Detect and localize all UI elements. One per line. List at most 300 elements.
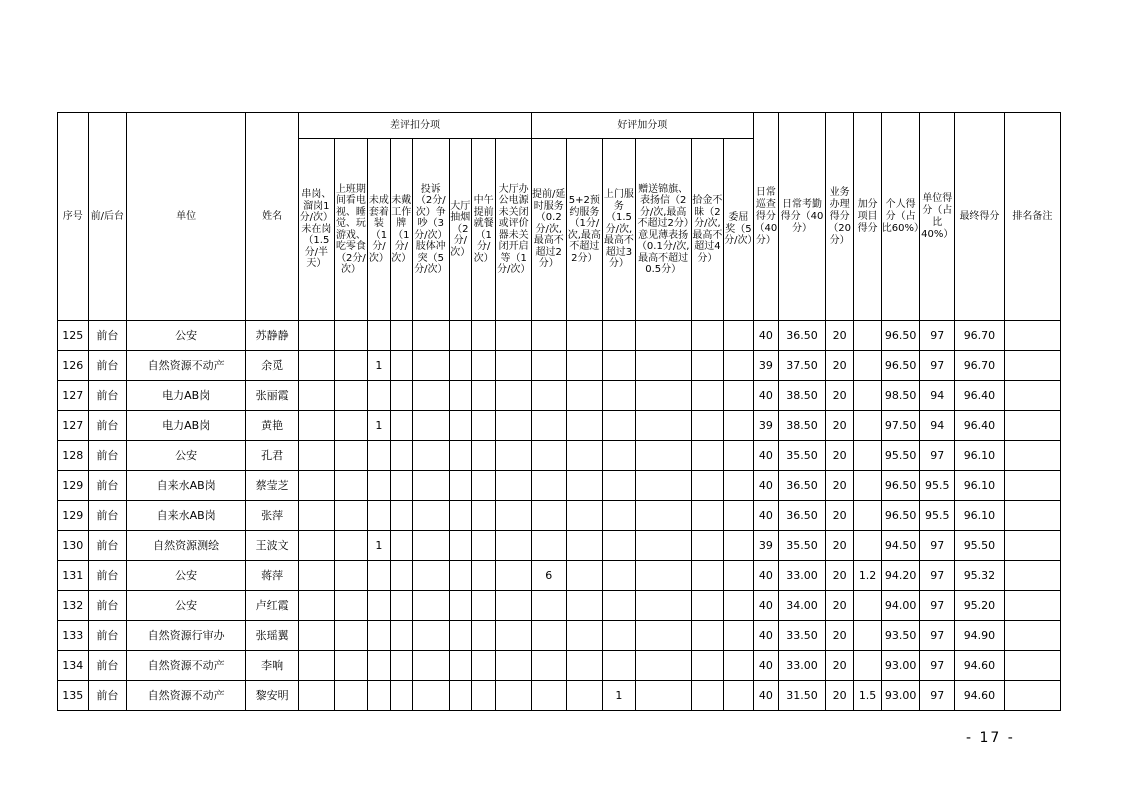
cell-seq: 125 bbox=[58, 321, 89, 351]
cell-patrol: 40 bbox=[753, 441, 778, 471]
cell-attendance: 33.50 bbox=[779, 621, 826, 651]
header-final: 最终得分 bbox=[955, 113, 1005, 321]
cell-pos-5 bbox=[691, 501, 724, 531]
cell-personal: 97.50 bbox=[881, 411, 920, 441]
cell-attendance: 33.00 bbox=[779, 561, 826, 591]
cell-neg-5 bbox=[412, 651, 449, 681]
cell-pos-3 bbox=[603, 411, 636, 441]
cell-seq: 129 bbox=[58, 471, 89, 501]
cell-name: 王波文 bbox=[246, 531, 299, 561]
cell-name: 黄艳 bbox=[246, 411, 299, 441]
cell-business: 20 bbox=[825, 621, 853, 651]
cell-neg-7 bbox=[471, 441, 495, 471]
cell-name: 黎安明 bbox=[246, 681, 299, 711]
header-neg-4: 未戴工作牌（1分/次） bbox=[390, 139, 412, 321]
cell-business: 20 bbox=[825, 651, 853, 681]
cell-unit: 自来水AB岗 bbox=[127, 471, 246, 501]
cell-pos-3 bbox=[603, 351, 636, 381]
cell-rank bbox=[1004, 411, 1060, 441]
cell-bonus: 1.2 bbox=[854, 561, 881, 591]
cell-name: 蒋萍 bbox=[246, 561, 299, 591]
cell-attendance: 38.50 bbox=[779, 381, 826, 411]
cell-name: 张瑶翼 bbox=[246, 621, 299, 651]
score-table bbox=[57, 112, 1061, 711]
cell-rank bbox=[1004, 651, 1060, 681]
cell-neg-8 bbox=[496, 471, 532, 501]
cell-pos-1 bbox=[531, 501, 566, 531]
cell-pos-2 bbox=[566, 531, 603, 561]
cell-front-back: 前台 bbox=[88, 531, 127, 561]
cell-name: 卢红霞 bbox=[246, 591, 299, 621]
header-positive-group: 好评加分项 bbox=[531, 113, 753, 139]
cell-neg-4 bbox=[390, 621, 412, 651]
cell-neg-6 bbox=[449, 321, 471, 351]
cell-rank bbox=[1004, 471, 1060, 501]
table-row bbox=[58, 471, 1061, 501]
header-unit-score: 单位得分（占比40%） bbox=[920, 113, 955, 321]
cell-neg-1 bbox=[299, 651, 335, 681]
cell-pos-2 bbox=[566, 501, 603, 531]
cell-neg-1 bbox=[299, 531, 335, 561]
cell-pos-1 bbox=[531, 411, 566, 441]
cell-unit-score: 97 bbox=[920, 531, 955, 561]
cell-unit-score: 97 bbox=[920, 441, 955, 471]
cell-seq: 127 bbox=[58, 411, 89, 441]
cell-neg-4 bbox=[390, 471, 412, 501]
cell-pos-5 bbox=[691, 351, 724, 381]
cell-patrol: 39 bbox=[753, 411, 778, 441]
cell-pos-2 bbox=[566, 561, 603, 591]
cell-unit: 电力AB岗 bbox=[127, 381, 246, 411]
header-front-back: 前/后台 bbox=[88, 113, 127, 321]
cell-seq: 131 bbox=[58, 561, 89, 591]
cell-neg-1 bbox=[299, 471, 335, 501]
cell-neg-4 bbox=[390, 561, 412, 591]
cell-pos-6 bbox=[724, 351, 754, 381]
cell-pos-6 bbox=[724, 651, 754, 681]
header-neg-6: 大厅抽烟（2分/次） bbox=[449, 139, 471, 321]
cell-neg-8 bbox=[496, 441, 532, 471]
table-row bbox=[58, 501, 1061, 531]
cell-name: 李响 bbox=[246, 651, 299, 681]
cell-patrol: 40 bbox=[753, 591, 778, 621]
cell-neg-4 bbox=[390, 381, 412, 411]
cell-seq: 135 bbox=[58, 681, 89, 711]
header-pos-1: 提前/延时服务（0.2分/次,最高不超过2分） bbox=[531, 139, 566, 321]
cell-personal: 94.00 bbox=[881, 591, 920, 621]
cell-neg-4 bbox=[390, 321, 412, 351]
cell-pos-4 bbox=[635, 561, 691, 591]
cell-pos-2 bbox=[566, 651, 603, 681]
header-neg-3: 未成套着装（1分/次） bbox=[368, 139, 390, 321]
cell-pos-4 bbox=[635, 381, 691, 411]
cell-business: 20 bbox=[825, 441, 853, 471]
cell-pos-4 bbox=[635, 441, 691, 471]
header-patrol: 日常巡查得分（40分） bbox=[753, 113, 778, 321]
cell-pos-4 bbox=[635, 501, 691, 531]
cell-attendance: 38.50 bbox=[779, 411, 826, 441]
cell-final: 96.70 bbox=[955, 351, 1005, 381]
cell-neg-2 bbox=[334, 381, 368, 411]
cell-bonus bbox=[854, 591, 881, 621]
cell-neg-8 bbox=[496, 651, 532, 681]
cell-neg-6 bbox=[449, 441, 471, 471]
header-attendance: 日常考勤得分（40分） bbox=[779, 113, 826, 321]
table-row bbox=[58, 681, 1061, 711]
table-row bbox=[58, 441, 1061, 471]
cell-front-back: 前台 bbox=[88, 321, 127, 351]
cell-bonus bbox=[854, 471, 881, 501]
cell-neg-4 bbox=[390, 651, 412, 681]
cell-personal: 93.50 bbox=[881, 621, 920, 651]
cell-neg-1 bbox=[299, 351, 335, 381]
cell-pos-6 bbox=[724, 621, 754, 651]
cell-bonus bbox=[854, 441, 881, 471]
cell-business: 20 bbox=[825, 321, 853, 351]
table-row bbox=[58, 651, 1061, 681]
cell-neg-2 bbox=[334, 351, 368, 381]
header-neg-8: 大厅办公电源未关闭或评价器未关闭开启等（1分/次） bbox=[496, 139, 532, 321]
cell-rank bbox=[1004, 321, 1060, 351]
cell-neg-7 bbox=[471, 651, 495, 681]
header-business: 业务办理得分（20分） bbox=[825, 113, 853, 321]
cell-neg-3 bbox=[368, 501, 390, 531]
cell-final: 96.10 bbox=[955, 501, 1005, 531]
table-row bbox=[58, 561, 1061, 591]
cell-business: 20 bbox=[825, 531, 853, 561]
cell-neg-7 bbox=[471, 351, 495, 381]
cell-final: 96.10 bbox=[955, 471, 1005, 501]
cell-neg-5 bbox=[412, 411, 449, 441]
cell-unit-score: 97 bbox=[920, 321, 955, 351]
cell-neg-3 bbox=[368, 471, 390, 501]
cell-bonus bbox=[854, 651, 881, 681]
cell-pos-4 bbox=[635, 531, 691, 561]
cell-patrol: 39 bbox=[753, 351, 778, 381]
cell-personal: 96.50 bbox=[881, 321, 920, 351]
header-bonus: 加分项目得分 bbox=[854, 113, 881, 321]
cell-unit: 自来水AB岗 bbox=[127, 501, 246, 531]
cell-neg-1 bbox=[299, 411, 335, 441]
cell-unit: 自然资源行审办 bbox=[127, 621, 246, 651]
cell-pos-1 bbox=[531, 651, 566, 681]
cell-pos-6 bbox=[724, 411, 754, 441]
cell-front-back: 前台 bbox=[88, 471, 127, 501]
cell-unit: 自然资源不动产 bbox=[127, 351, 246, 381]
cell-pos-5 bbox=[691, 561, 724, 591]
cell-pos-6 bbox=[724, 381, 754, 411]
cell-neg-6 bbox=[449, 561, 471, 591]
cell-neg-2 bbox=[334, 471, 368, 501]
cell-pos-1 bbox=[531, 321, 566, 351]
cell-pos-5 bbox=[691, 591, 724, 621]
cell-pos-3: 1 bbox=[603, 681, 636, 711]
cell-business: 20 bbox=[825, 351, 853, 381]
cell-personal: 96.50 bbox=[881, 501, 920, 531]
table-row bbox=[58, 321, 1061, 351]
cell-pos-1 bbox=[531, 471, 566, 501]
cell-pos-6 bbox=[724, 561, 754, 591]
cell-rank bbox=[1004, 681, 1060, 711]
cell-pos-2 bbox=[566, 621, 603, 651]
cell-name: 张萍 bbox=[246, 501, 299, 531]
cell-pos-2 bbox=[566, 411, 603, 441]
cell-neg-5 bbox=[412, 591, 449, 621]
cell-patrol: 40 bbox=[753, 381, 778, 411]
cell-bonus bbox=[854, 501, 881, 531]
cell-seq: 127 bbox=[58, 381, 89, 411]
table-row bbox=[58, 351, 1061, 381]
cell-pos-4 bbox=[635, 351, 691, 381]
table-row bbox=[58, 531, 1061, 561]
table-body bbox=[58, 321, 1061, 711]
cell-pos-5 bbox=[691, 681, 724, 711]
table-row bbox=[58, 411, 1061, 441]
cell-patrol: 40 bbox=[753, 651, 778, 681]
header-pos-5: 拾金不昧（2分/次,最高不超过4分） bbox=[691, 139, 724, 321]
cell-personal: 93.00 bbox=[881, 651, 920, 681]
cell-neg-6 bbox=[449, 351, 471, 381]
cell-bonus bbox=[854, 321, 881, 351]
cell-pos-2 bbox=[566, 681, 603, 711]
cell-neg-4 bbox=[390, 501, 412, 531]
cell-final: 96.70 bbox=[955, 321, 1005, 351]
cell-pos-4 bbox=[635, 681, 691, 711]
cell-neg-8 bbox=[496, 561, 532, 591]
cell-pos-3 bbox=[603, 501, 636, 531]
header-unit: 单位 bbox=[127, 113, 246, 321]
cell-pos-4 bbox=[635, 591, 691, 621]
cell-rank bbox=[1004, 441, 1060, 471]
header-pos-3: 上门服务（1.5分/次,最高不超过3分） bbox=[603, 139, 636, 321]
cell-neg-8 bbox=[496, 681, 532, 711]
cell-pos-5 bbox=[691, 621, 724, 651]
cell-neg-7 bbox=[471, 471, 495, 501]
cell-business: 20 bbox=[825, 411, 853, 441]
cell-seq: 129 bbox=[58, 501, 89, 531]
cell-personal: 98.50 bbox=[881, 381, 920, 411]
cell-pos-1 bbox=[531, 681, 566, 711]
cell-pos-5 bbox=[691, 441, 724, 471]
cell-neg-2 bbox=[334, 621, 368, 651]
cell-neg-4 bbox=[390, 531, 412, 561]
cell-final: 94.60 bbox=[955, 651, 1005, 681]
cell-personal: 96.50 bbox=[881, 351, 920, 381]
cell-neg-2 bbox=[334, 441, 368, 471]
cell-neg-2 bbox=[334, 561, 368, 591]
cell-neg-2 bbox=[334, 411, 368, 441]
cell-final: 96.40 bbox=[955, 411, 1005, 441]
cell-pos-1 bbox=[531, 381, 566, 411]
cell-name: 张丽霞 bbox=[246, 381, 299, 411]
cell-personal: 93.00 bbox=[881, 681, 920, 711]
cell-neg-1 bbox=[299, 681, 335, 711]
cell-pos-3 bbox=[603, 651, 636, 681]
cell-front-back: 前台 bbox=[88, 681, 127, 711]
cell-neg-8 bbox=[496, 501, 532, 531]
cell-neg-3: 1 bbox=[368, 531, 390, 561]
cell-business: 20 bbox=[825, 501, 853, 531]
cell-neg-4 bbox=[390, 411, 412, 441]
cell-neg-6 bbox=[449, 411, 471, 441]
cell-pos-6 bbox=[724, 321, 754, 351]
cell-neg-5 bbox=[412, 681, 449, 711]
cell-business: 20 bbox=[825, 381, 853, 411]
cell-rank bbox=[1004, 351, 1060, 381]
cell-patrol: 40 bbox=[753, 471, 778, 501]
cell-patrol: 40 bbox=[753, 501, 778, 531]
cell-final: 94.60 bbox=[955, 681, 1005, 711]
cell-pos-4 bbox=[635, 651, 691, 681]
cell-personal: 95.50 bbox=[881, 441, 920, 471]
cell-pos-1 bbox=[531, 591, 566, 621]
cell-unit-score: 97 bbox=[920, 651, 955, 681]
cell-neg-7 bbox=[471, 591, 495, 621]
cell-neg-7 bbox=[471, 531, 495, 561]
cell-unit: 自然资源不动产 bbox=[127, 651, 246, 681]
cell-neg-3 bbox=[368, 591, 390, 621]
cell-neg-4 bbox=[390, 681, 412, 711]
cell-neg-5 bbox=[412, 351, 449, 381]
cell-rank bbox=[1004, 381, 1060, 411]
cell-business: 20 bbox=[825, 471, 853, 501]
cell-patrol: 39 bbox=[753, 531, 778, 561]
cell-seq: 132 bbox=[58, 591, 89, 621]
cell-pos-1 bbox=[531, 531, 566, 561]
cell-pos-3 bbox=[603, 591, 636, 621]
header-personal: 个人得分（占比60%） bbox=[881, 113, 920, 321]
cell-unit-score: 97 bbox=[920, 561, 955, 591]
cell-pos-4 bbox=[635, 621, 691, 651]
cell-bonus bbox=[854, 351, 881, 381]
cell-neg-5 bbox=[412, 381, 449, 411]
cell-final: 96.10 bbox=[955, 441, 1005, 471]
page-number: - 17 - bbox=[966, 730, 1015, 746]
cell-neg-3 bbox=[368, 321, 390, 351]
cell-pos-3 bbox=[603, 471, 636, 501]
cell-neg-5 bbox=[412, 621, 449, 651]
cell-neg-7 bbox=[471, 561, 495, 591]
cell-pos-2 bbox=[566, 471, 603, 501]
cell-pos-6 bbox=[724, 501, 754, 531]
cell-attendance: 34.00 bbox=[779, 591, 826, 621]
cell-attendance: 33.00 bbox=[779, 651, 826, 681]
cell-neg-5 bbox=[412, 561, 449, 591]
header-neg-2: 上班期间看电视、睡觉、玩游戏、吃零食（2分/次） bbox=[334, 139, 368, 321]
cell-business: 20 bbox=[825, 591, 853, 621]
cell-pos-2 bbox=[566, 351, 603, 381]
cell-seq: 130 bbox=[58, 531, 89, 561]
header-pos-6: 委屈奖（5分/次） bbox=[724, 139, 754, 321]
cell-neg-4 bbox=[390, 351, 412, 381]
cell-final: 95.50 bbox=[955, 531, 1005, 561]
cell-bonus bbox=[854, 531, 881, 561]
table-row bbox=[58, 621, 1061, 651]
cell-neg-7 bbox=[471, 681, 495, 711]
cell-front-back: 前台 bbox=[88, 351, 127, 381]
header-neg-1: 串岗、溜岗1分/次）未在岗（1.5分/半天） bbox=[299, 139, 335, 321]
header-pos-2: 5+2预约服务（1分/次,最高不超过2分） bbox=[566, 139, 603, 321]
cell-neg-7 bbox=[471, 381, 495, 411]
cell-pos-6 bbox=[724, 441, 754, 471]
cell-personal: 94.20 bbox=[881, 561, 920, 591]
cell-rank bbox=[1004, 501, 1060, 531]
cell-neg-5 bbox=[412, 441, 449, 471]
cell-front-back: 前台 bbox=[88, 441, 127, 471]
cell-pos-2 bbox=[566, 321, 603, 351]
cell-neg-7 bbox=[471, 501, 495, 531]
cell-neg-1 bbox=[299, 381, 335, 411]
cell-pos-3 bbox=[603, 621, 636, 651]
cell-patrol: 40 bbox=[753, 561, 778, 591]
cell-rank bbox=[1004, 531, 1060, 561]
cell-unit-score: 97 bbox=[920, 591, 955, 621]
cell-pos-3 bbox=[603, 321, 636, 351]
cell-unit-score: 94 bbox=[920, 381, 955, 411]
cell-neg-3 bbox=[368, 381, 390, 411]
cell-neg-1 bbox=[299, 591, 335, 621]
cell-neg-1 bbox=[299, 321, 335, 351]
cell-neg-8 bbox=[496, 621, 532, 651]
cell-name: 余觅 bbox=[246, 351, 299, 381]
cell-seq: 133 bbox=[58, 621, 89, 651]
cell-neg-6 bbox=[449, 621, 471, 651]
cell-front-back: 前台 bbox=[88, 621, 127, 651]
cell-final: 94.90 bbox=[955, 621, 1005, 651]
cell-front-back: 前台 bbox=[88, 591, 127, 621]
cell-pos-2 bbox=[566, 381, 603, 411]
header-pos-4: 赠送锦旗、表扬信（2分/次,最高不超过2分）意见薄表扬（0.1分/次,最高不超过0.5分） bbox=[635, 139, 691, 321]
cell-neg-6 bbox=[449, 501, 471, 531]
cell-neg-2 bbox=[334, 321, 368, 351]
cell-personal: 94.50 bbox=[881, 531, 920, 561]
cell-rank bbox=[1004, 561, 1060, 591]
cell-pos-6 bbox=[724, 531, 754, 561]
cell-neg-3 bbox=[368, 681, 390, 711]
cell-bonus bbox=[854, 381, 881, 411]
cell-front-back: 前台 bbox=[88, 501, 127, 531]
cell-business: 20 bbox=[825, 561, 853, 591]
cell-pos-1: 6 bbox=[531, 561, 566, 591]
cell-unit: 公安 bbox=[127, 321, 246, 351]
cell-pos-6 bbox=[724, 471, 754, 501]
cell-name: 苏静静 bbox=[246, 321, 299, 351]
cell-neg-8 bbox=[496, 321, 532, 351]
cell-unit-score: 97 bbox=[920, 351, 955, 381]
cell-pos-4 bbox=[635, 321, 691, 351]
cell-unit: 自然资源测绘 bbox=[127, 531, 246, 561]
cell-neg-4 bbox=[390, 591, 412, 621]
cell-pos-5 bbox=[691, 411, 724, 441]
cell-neg-2 bbox=[334, 681, 368, 711]
cell-final: 95.20 bbox=[955, 591, 1005, 621]
cell-neg-4 bbox=[390, 441, 412, 471]
cell-neg-2 bbox=[334, 501, 368, 531]
cell-pos-6 bbox=[724, 681, 754, 711]
cell-neg-6 bbox=[449, 381, 471, 411]
cell-front-back: 前台 bbox=[88, 561, 127, 591]
cell-name: 孔君 bbox=[246, 441, 299, 471]
cell-name: 蔡莹芝 bbox=[246, 471, 299, 501]
cell-front-back: 前台 bbox=[88, 381, 127, 411]
cell-unit-score: 95.5 bbox=[920, 501, 955, 531]
cell-attendance: 31.50 bbox=[779, 681, 826, 711]
cell-seq: 128 bbox=[58, 441, 89, 471]
cell-neg-1 bbox=[299, 561, 335, 591]
cell-neg-7 bbox=[471, 621, 495, 651]
cell-unit-score: 95.5 bbox=[920, 471, 955, 501]
cell-final: 95.32 bbox=[955, 561, 1005, 591]
